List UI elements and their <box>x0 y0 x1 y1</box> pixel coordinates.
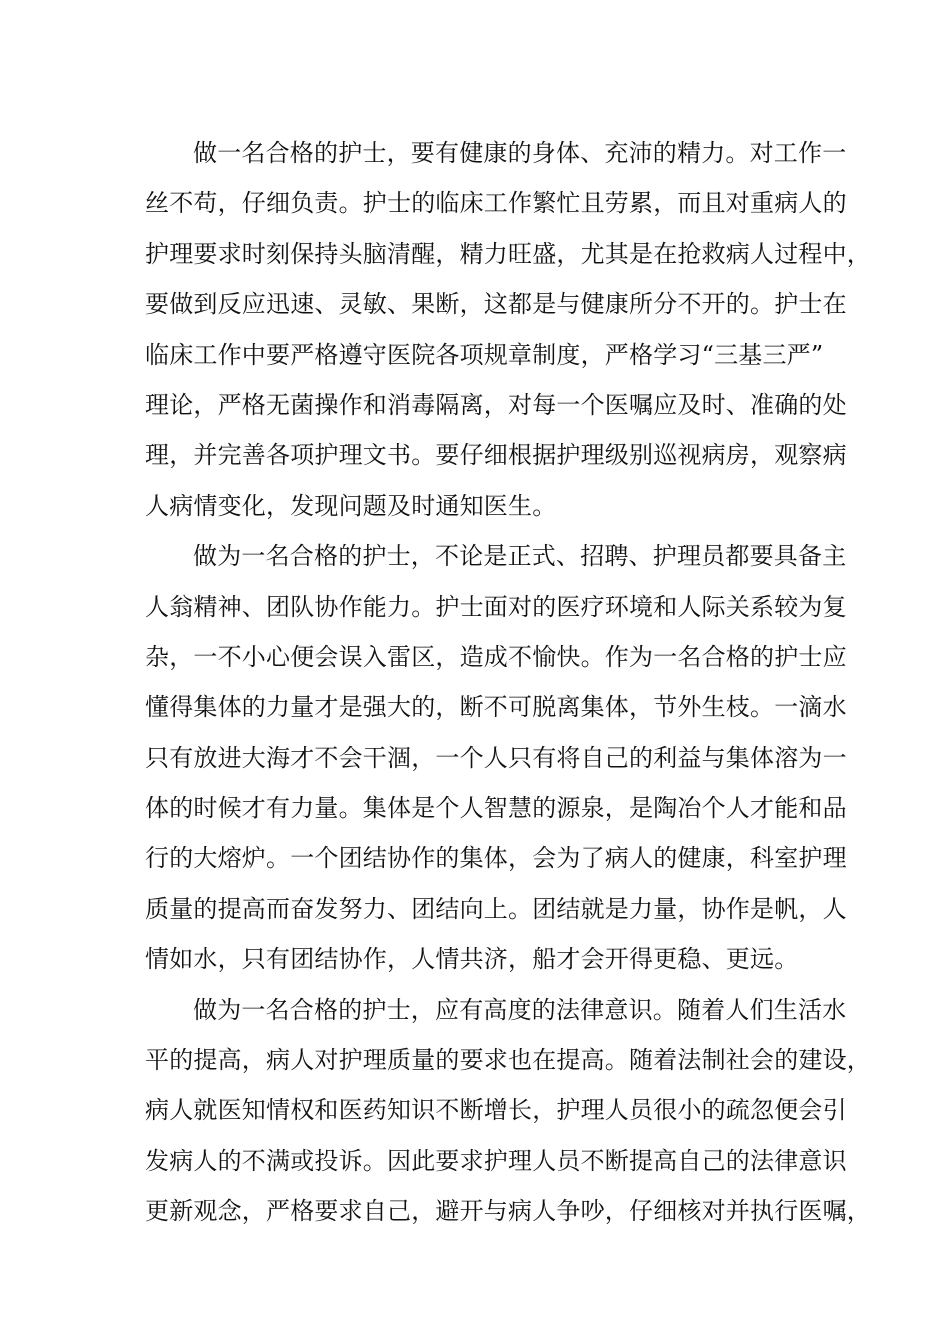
text-line: 平的提高，病人对护理质量的要求也在提高。随着法制社会的建设， <box>145 1046 871 1075</box>
text-line: 情如水，只有团结协作，人情共济，船才会开得更稳、更远。 <box>145 945 799 974</box>
text-line: 体的时候才有力量。集体是个人智慧的源泉，是陶冶个人才能和品 <box>145 794 847 823</box>
text-line: 质量的提高而奋发努力、团结向上。团结就是力量，协作是帆，人 <box>145 894 847 923</box>
text-line: 只有放进大海才不会干涸，一个人只有将自己的利益与集体溶为一 <box>145 743 847 772</box>
text-line: 临床工作中要严格遵守医院各项规章制度，严格学习“三基三严” <box>145 340 824 369</box>
text-line: 行的大熔炉。一个团结协作的集体，会为了病人的健康，科室护理 <box>145 844 847 873</box>
text-line: 理论，严格无菌操作和消毒隔离，对每一个医嘱应及时、准确的处 <box>145 390 847 419</box>
text-line: 杂，一不小心便会误入雷区，造成不愉快。作为一名合格的护士应 <box>145 642 847 671</box>
text-line: 懂得集体的力量才是强大的，断不可脱离集体，节外生枝。一滴水 <box>145 693 847 722</box>
text-line: 丝不苟，仔细负责。护士的临床工作繁忙且劳累，而且对重病人的 <box>145 189 847 218</box>
text-line: 护理要求时刻保持头脑清醒，精力旺盛，尤其是在抢救病人过程中， <box>145 239 871 268</box>
text-line: 做为一名合格的护士，不论是正式、招聘、护理员都要具备主 <box>193 542 847 571</box>
paragraph-3 <box>145 985 871 1237</box>
text-line: 人病情变化，发现问题及时通知医生。 <box>145 491 557 520</box>
text-line: 更新观念，严格要求自己，避开与病人争吵，仔细核对并执行医嘱， <box>145 1197 871 1226</box>
paragraph-2 <box>145 531 847 985</box>
body-text <box>145 128 871 1237</box>
text-line: 做为一名合格的护士，应有高度的法律意识。随着人们生活水 <box>193 995 847 1024</box>
text-line: 人翁精神、团队协作能力。护士面对的医疗环境和人际关系较为复 <box>145 592 847 621</box>
text-line: 理，并完善各项护理文书。要仔细根据护理级别巡视病房，观察病 <box>145 441 847 470</box>
text-line: 病人就医知情权和医药知识不断增长，护理人员很小的疏忽便会引 <box>145 1096 847 1125</box>
text-line: 发病人的不满或投诉。因此要求护理人员不断提高自己的法律意识 <box>145 1146 847 1175</box>
paragraph-1 <box>145 128 871 531</box>
text-line: 做一名合格的护士，要有健康的身体、充沛的精力。对工作一 <box>193 139 847 167</box>
text-line: 要做到反应迅速、灵敏、果断，这都是与健康所分不开的。护士在 <box>145 290 847 319</box>
